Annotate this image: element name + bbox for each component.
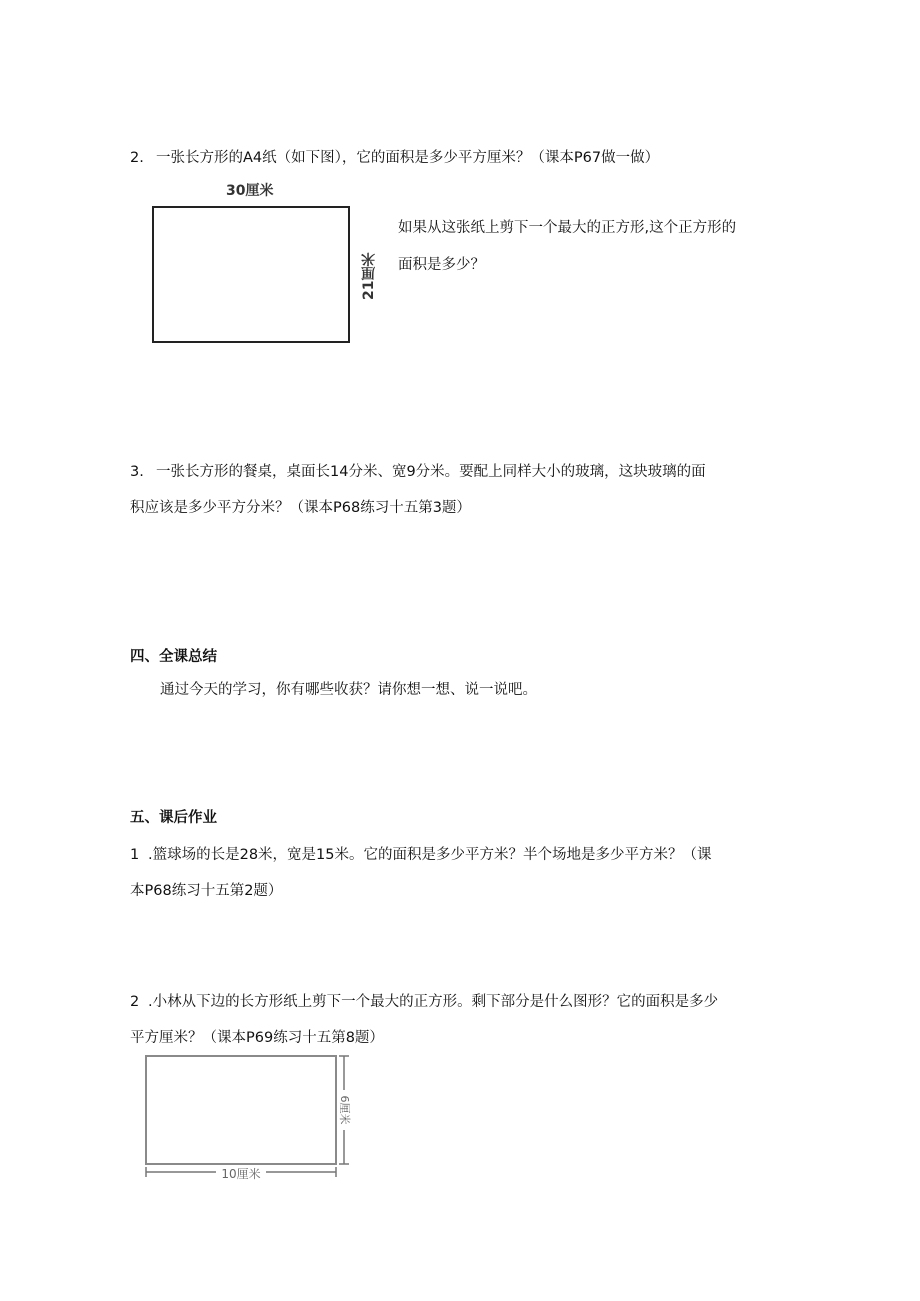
- hw2-line1: [130, 992, 718, 1012]
- hw2-number: 2: [130, 994, 140, 1010]
- section4-body: 通过今天的学习，你有哪些收获？请你想一想、说一说吧。: [160, 682, 537, 698]
- width-label: 10厘米: [221, 1167, 261, 1181]
- height-label: 6厘米: [338, 1095, 351, 1125]
- a4-height-label: 21厘米: [361, 252, 377, 300]
- q3-text-line1: 一张长方形的餐桌，桌面长14分米、宽9分米。要配上同样大小的玻璃，这块玻璃的面: [156, 464, 706, 480]
- a4-paper-rectangle: [152, 206, 350, 343]
- q2-number: 2.: [130, 150, 144, 166]
- a4-width-label: 30厘米: [226, 183, 274, 199]
- q2-followup-line2: 面积是多少？: [398, 257, 485, 273]
- q2-followup-line1: 如果从这张纸上剪下一个最大的正方形,这个正方形的: [398, 220, 737, 236]
- q2-text: 一张长方形的A4纸（如下图），它的面积是多少平方厘米？（课本P67做一做）: [156, 150, 660, 166]
- hw2-text-line1: .小林从下边的长方形纸上剪下一个最大的正方形。剩下部分是什么图形？它的面积是多少: [148, 994, 719, 1010]
- paper-rectangle-figure: [136, 1052, 356, 1184]
- hw1-line1: [130, 845, 712, 865]
- hw1-number: 1: [130, 847, 140, 863]
- q3-line1: [130, 462, 706, 482]
- hw2-line2: 平方厘米？（课本P69练习十五第8题）: [130, 1030, 384, 1046]
- hw1-text-line1: .篮球场的长是28米，宽是15米。它的面积是多少平方米？半个场地是多少平方米？（课: [148, 847, 712, 863]
- paper-rectangle: [146, 1056, 336, 1164]
- section4-title: 四、全课总结: [130, 649, 217, 665]
- q2-text-line: [130, 148, 659, 168]
- q3-line2: 积应该是多少平方分米？（课本P68练习十五第3题）: [130, 500, 471, 516]
- q3-number: 3.: [130, 464, 144, 480]
- section5-title: 五、课后作业: [130, 810, 217, 826]
- hw1-line2: 本P68练习十五第2题）: [130, 883, 283, 899]
